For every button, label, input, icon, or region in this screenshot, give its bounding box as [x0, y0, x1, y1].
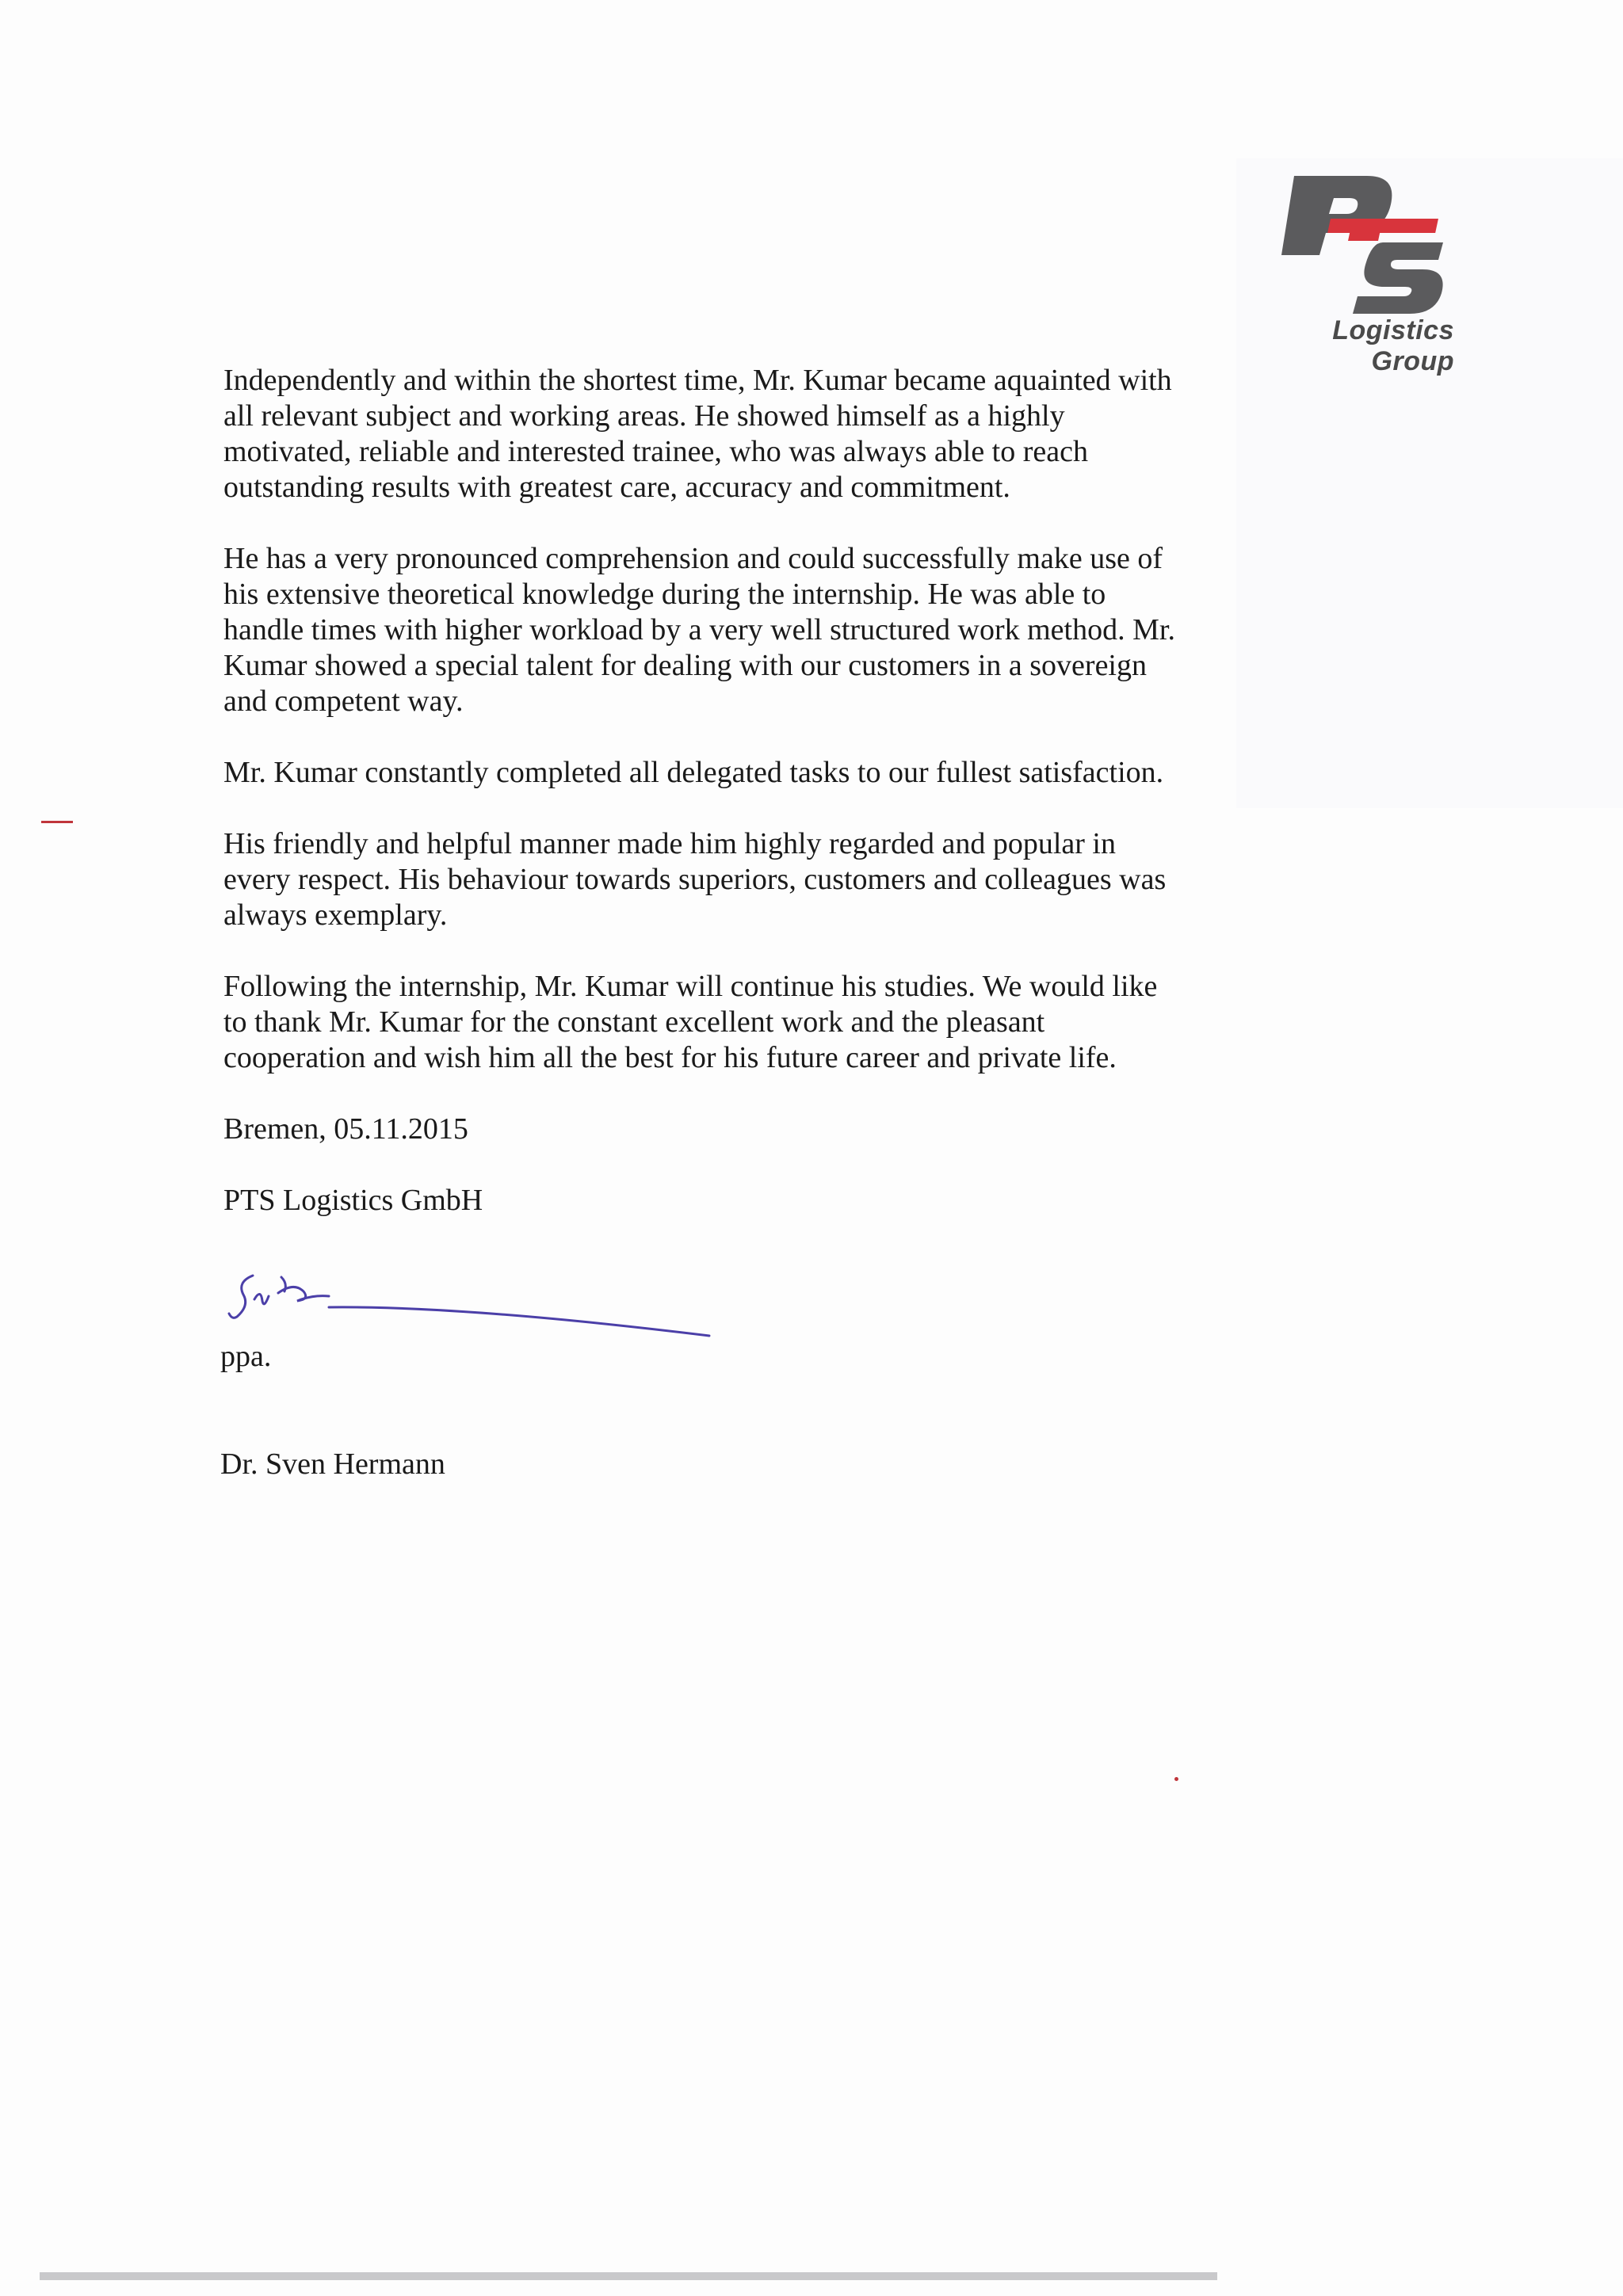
company-name: PTS Logistics GmbH: [223, 1184, 483, 1217]
place-date: Bremen, 05.11.2015: [223, 1112, 468, 1146]
ppa-label: ppa.: [220, 1340, 272, 1373]
paragraph-5: Following the internship, Mr. Kumar will continue his studies. We would like to thank Mr. Kumar for the constant excellent work and the pleasant cooperation and wish him all the best for his future career and private life.: [223, 970, 1158, 1074]
letter-body: [223, 363, 1254, 1254]
paragraph-1: Independently and within the shortest time, Mr. Kumar became aquainted with all relevant subject and working areas. He showed himself as a highly motivated, reliable and interested trainee, who was always able to reach outstanding results with greatest care, accuracy and commitment.: [223, 364, 1172, 504]
logo-caption: Logistics Group: [1332, 315, 1454, 376]
red-dot-mark: [1174, 1777, 1178, 1781]
company-logo: [1248, 166, 1454, 376]
fold-mark: [41, 821, 73, 823]
handwritten-signature: [226, 1260, 717, 1347]
paragraph-4: His friendly and helpful manner made him highly regarded and popular in every respect. His behaviour towards superiors, customers and colleagues was always exemplary.: [223, 827, 1167, 932]
paragraph-3: Mr. Kumar constantly completed all delegated tasks to our fullest satisfaction.: [223, 756, 1164, 789]
pts-logo-mark: [1248, 166, 1454, 317]
paragraph-2: He has a very pronounced comprehension and could successfully make use of his extensive theoretical knowledge during the internship. He was able to handle times with higher workload by a very well structured work method. Mr. Kumar showed a special talent for dealing with our customers in a sovereign and competent way.: [223, 542, 1175, 718]
signer-name: Dr. Sven Hermann: [220, 1447, 445, 1481]
scan-edge-bar: [40, 2272, 1217, 2280]
